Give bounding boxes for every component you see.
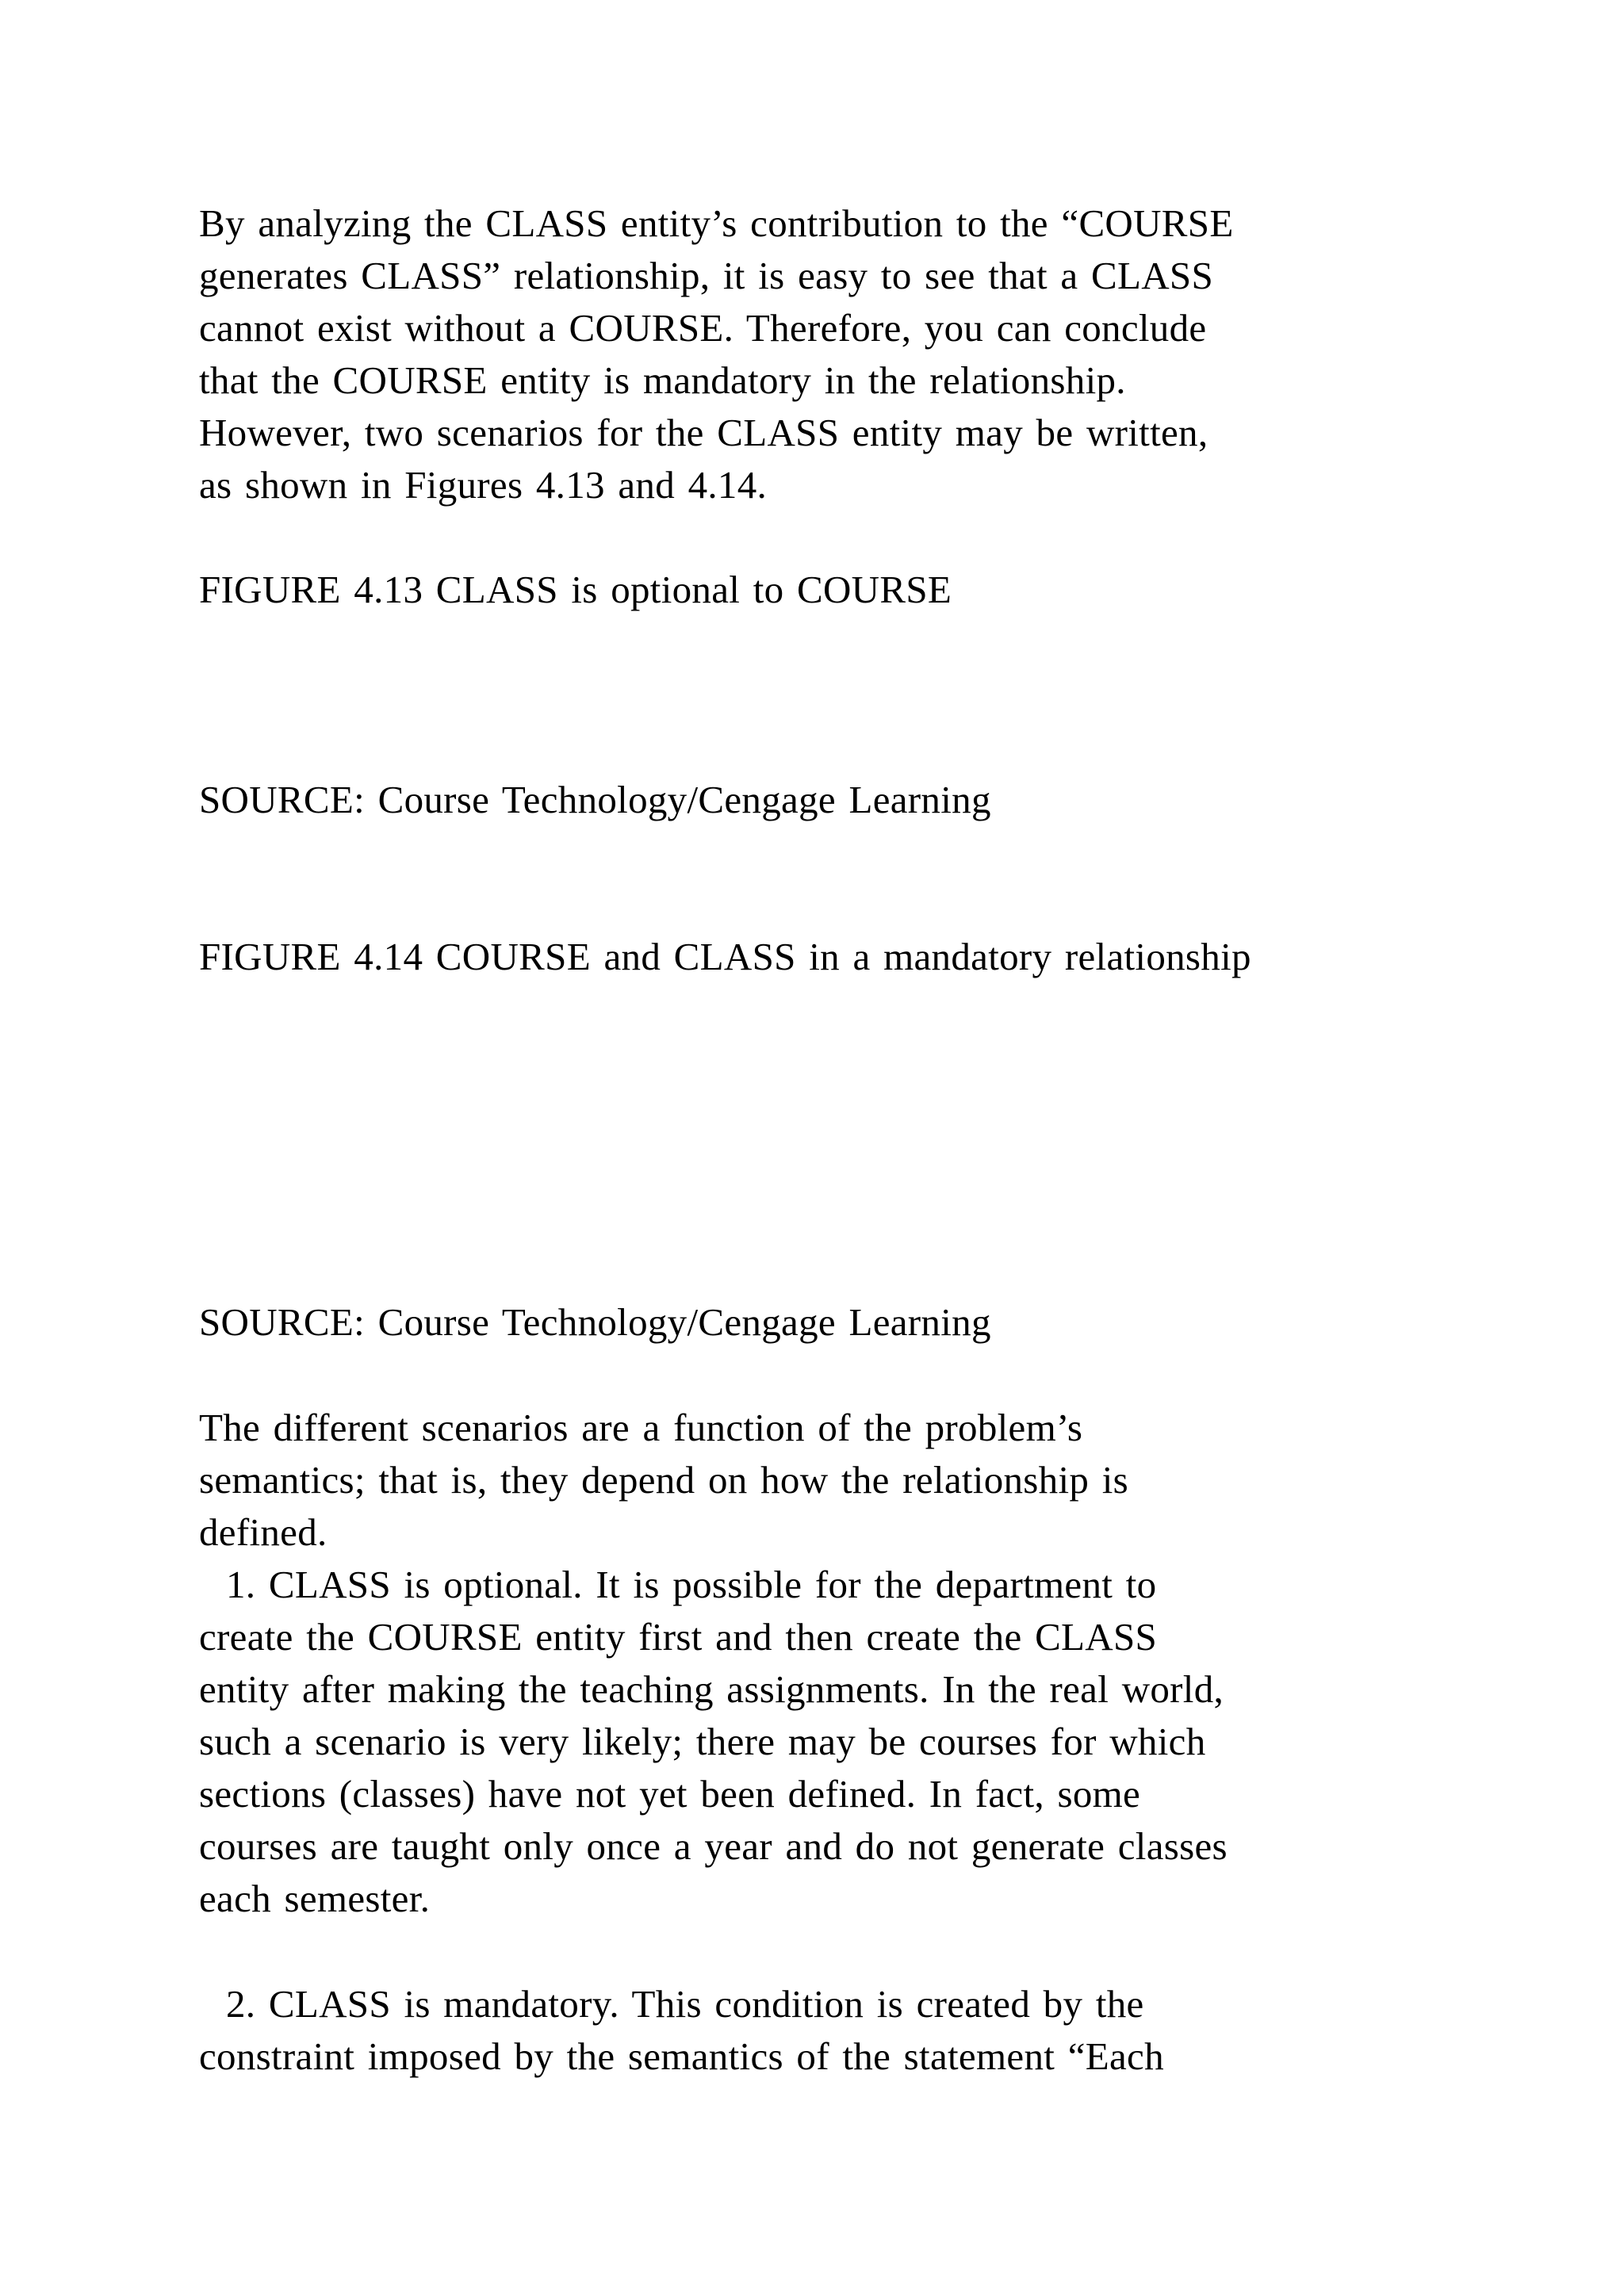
text-line: each semester. bbox=[199, 1877, 431, 1920]
text-line: However, two scenarios for the CLASS entity may be written, bbox=[199, 411, 1208, 454]
text-line: create the COURSE entity first and then create the CLASS bbox=[199, 1615, 1158, 1659]
text-line: as shown in Figures 4.13 and 4.14. bbox=[199, 463, 768, 507]
text-line: that the COURSE entity is mandatory in the relationship. bbox=[199, 358, 1126, 402]
text-line: defined. bbox=[199, 1510, 327, 1554]
text-line: The different scenarios are a function of the problem’s bbox=[199, 1406, 1083, 1449]
text-line: cannot exist without a COURSE. Therefore, you can conclude bbox=[199, 306, 1207, 350]
text-line: generates CLASS” relationship, it is easy to see that a CLASS bbox=[199, 254, 1214, 297]
figure-4-14-source: SOURCE: Course Technology/Cengage Learning bbox=[199, 1300, 991, 1344]
text-line: entity after making the teaching assignments. In the real world, bbox=[199, 1667, 1224, 1711]
figure-4-13-caption: FIGURE 4.13 CLASS is optional to COURSE bbox=[199, 568, 952, 611]
text-line: courses are taught only once a year and do not generate classes bbox=[199, 1824, 1228, 1868]
text-line: 1. CLASS is optional. It is possible for the department to bbox=[226, 1563, 1157, 1606]
text-line: By analyzing the CLASS entity’s contribution to the “COURSE bbox=[199, 201, 1234, 245]
text-line: sections (classes) have not yet been defined. In fact, some bbox=[199, 1772, 1141, 1816]
text-line: 2. CLASS is mandatory. This condition is created by the bbox=[226, 1982, 1144, 2026]
figure-4-14-caption: FIGURE 4.14 COURSE and CLASS in a mandatory relationship bbox=[199, 935, 1251, 978]
figure-4-13-source: SOURCE: Course Technology/Cengage Learning bbox=[199, 778, 991, 821]
text-line: semantics; that is, they depend on how the relationship is bbox=[199, 1458, 1129, 1502]
text-line: constraint imposed by the semantics of the statement “Each bbox=[199, 2034, 1164, 2078]
text-line: such a scenario is very likely; there may be courses for which bbox=[199, 1720, 1206, 1763]
